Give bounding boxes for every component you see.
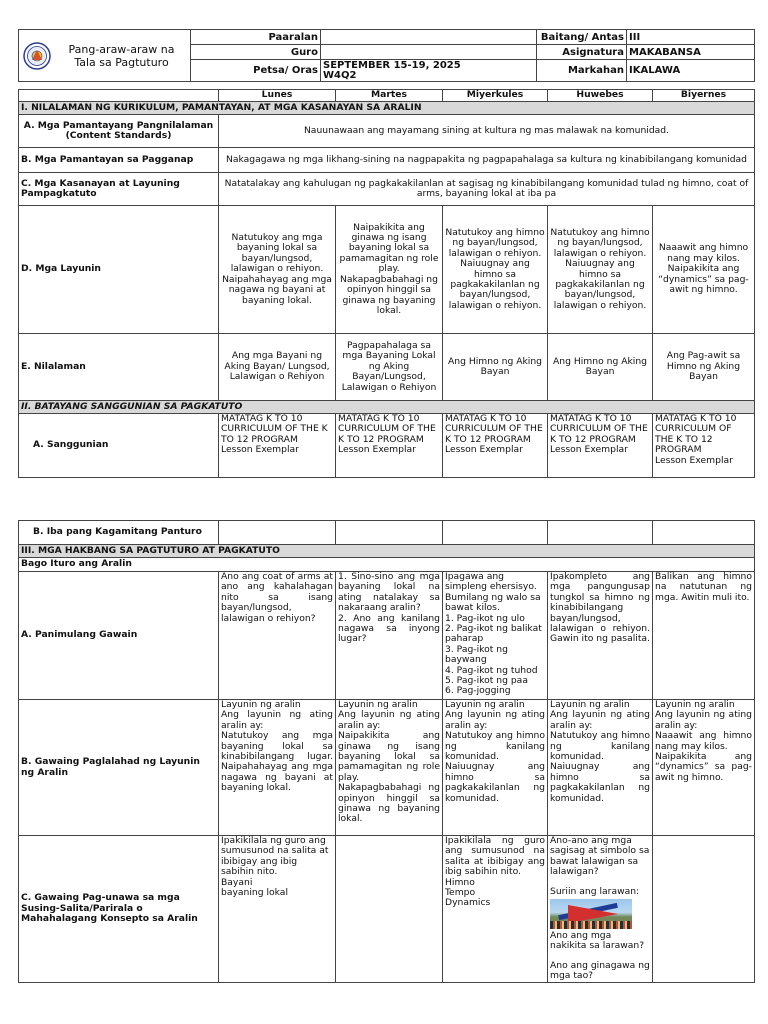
asignatura-label: Asignatura xyxy=(537,45,627,60)
nilalaman-biyernes: Ang Pag-awit sa Himno ng Aking Bayan xyxy=(653,334,755,401)
header-logo-cell xyxy=(19,30,191,82)
panimulang-biyernes: Balikan ang himno na natutunan ng mga. Awitin muli ito. xyxy=(653,572,755,700)
dll-table-part-2 xyxy=(18,520,755,983)
pag-unawa-huwebes xyxy=(548,836,653,983)
deped-seal-icon xyxy=(23,42,51,70)
paglalahad-lunes: Layunin ng aralin Ang layunin ng ating aralin ay: Natutukoy ang mga bayaning lokal sa kinabibilangang lugar. Naipahahayag ang mga nagawa ng bayani at bayaning lokal. xyxy=(219,700,336,836)
header-table xyxy=(18,29,755,82)
guro-value xyxy=(321,45,537,60)
sanggunian-biyernes: MATATAG K TO 10 CURRICULUM OF THE K TO 12 PROGRAM Lesson Exemplar xyxy=(653,414,755,478)
iba-biyernes xyxy=(653,521,755,545)
paglalahad-martes: Layunin ng aralin Ang layunin ng ating aralin ay: Naipakikita ang ginawa ng isang bayaning lokal sa pamamagitan ng role play. Nakapagbabahagi ng opinyon hinggil sa ginawa ng bayaning lokal. xyxy=(336,700,443,836)
baitang-value: III xyxy=(627,30,755,45)
pag-unawa-martes xyxy=(336,836,443,983)
day-header-miyerkules: Miyerkules xyxy=(443,90,548,102)
markahan-value: IKALAWA xyxy=(627,60,755,82)
nilalaman-label: E. Nilalaman xyxy=(19,334,219,401)
paglalahad-huwebes: Layunin ng aralin Ang layunin ng ating aralin ay: Natutukoy ang himno ng kanilang komunidad. Naiuugnay ang himno sa pagkakakilanlan ng komunidad. xyxy=(548,700,653,836)
content-standards-label: A. Mga Pamantayang Pangnilalaman (Content Standards) xyxy=(19,115,219,148)
panimulang-martes: 1. Sino-sino ang mga bayaning lokal na ating natalakay sa nakaraang aralin? 2. Ano ang kanilang nagawa sa inyong lugar? xyxy=(336,572,443,700)
sanggunian-label: A. Sanggunian xyxy=(19,414,219,478)
pag-unawa-huwebes-q1: Ano-ano ang mga sagisag at simbolo sa bawat lalawigan sa lalawigan? xyxy=(550,835,650,878)
bago-ituro-header: Bago Ituro ang Aralin xyxy=(19,558,755,572)
section-2-header: II. BATAYANG SANGGUNIAN SA PAGKATUTO xyxy=(19,401,755,414)
nilalaman-miyerkules: Ang Himno ng Aking Bayan xyxy=(443,334,548,401)
performance-standards-text: Nakagagawa ng mga likhang-sining na nagpapakita ng pagpapahalaga sa kultura ng kinabibilangang komunidad xyxy=(219,148,755,173)
sanggunian-huwebes: MATATAG K TO 10 CURRICULUM OF THE K TO 12 PROGRAM Lesson Exemplar xyxy=(548,414,653,478)
panimulang-gawain-label: A. Panimulang Gawain xyxy=(19,572,219,700)
layunin-miyerkules: Natutukoy ang himno ng bayan/lungsod, lalawigan o rehiyon. Naiuugnay ang himno sa pagkakakilanlan ng bayan/lungsod, lalawigan o rehiyon. xyxy=(443,206,548,334)
day-header-lunes: Lunes xyxy=(219,90,336,102)
iba-huwebes xyxy=(548,521,653,545)
baitang-label: Baitang/ Antas xyxy=(537,30,627,45)
petsa-label: Petsa/ Oras xyxy=(191,60,321,82)
nilalaman-martes: Pagpapahalaga sa mga Bayaning Lokal ng Aking Bayan/Lungsod, Lalawigan o Rehiyon xyxy=(336,334,443,401)
pag-unawa-lunes: Ipakikilala ng guro ang sumusunod na salita at ibibigay ang ibig sabihin nito. Bayani bayaning lokal xyxy=(219,836,336,983)
sanggunian-martes: MATATAG K TO 10 CURRICULUM OF THE K TO 12 PROGRAM Lesson Exemplar xyxy=(336,414,443,478)
sanggunian-lunes: MATATAG K TO 10 CURRICULUM OF THE K TO 12 PROGRAM Lesson Exemplar xyxy=(219,414,336,478)
panimulang-huwebes: Ipakompleto ang mga pangungusap tungkol sa himno ng kinabibilangang bayan/lungsod, lalawigan o rehiyon. Gawin ito ng pasalita. xyxy=(548,572,653,700)
panimulang-lunes: Ano ang coat of arms at ano ang kahalahagan nito sa isang bayan/lungsod, lalawigan o rehiyon? xyxy=(219,572,336,700)
paaralan-label: Paaralan xyxy=(191,30,321,45)
flag-crowd-photo xyxy=(550,899,632,929)
section-3-header: III. MGA HAKBANG SA PAGTUTURO AT PAGKATUTO xyxy=(19,545,755,558)
asignatura-value: MAKABANSA xyxy=(627,45,755,60)
day-header-biyernes: Biyernes xyxy=(653,90,755,102)
competencies-label: C. Mga Kasanayan at Layuning Pampagkatuto xyxy=(19,173,219,206)
petsa-value: SEPTEMBER 15-19, 2025 W4Q2 xyxy=(321,60,537,82)
sanggunian-miyerkules: MATATAG K TO 10 CURRICULUM OF THE K TO 12 PROGRAM Lesson Exemplar xyxy=(443,414,548,478)
paglalahad-miyerkules: Layunin ng aralin Ang layunin ng ating aralin ay: Natutukoy ang himno ng kanilang komunidad. Naiuugnay ang himno sa pagkakakilanlan ng komunidad. xyxy=(443,700,548,836)
layunin-huwebes: Natutukoy ang himno ng bayan/lungsod, lalawigan o rehiyon. Naiuugnay ang himno sa pagkakakilanlan ng bayan/lungsod, lalawigan o rehiyon. xyxy=(548,206,653,334)
iba-pang-kagamitan-label: B. Iba pang Kagamitang Panturo xyxy=(19,521,219,545)
day-header-huwebes: Huwebes xyxy=(548,90,653,102)
page-title: Pang-araw-araw na Tala sa Pagtuturo xyxy=(68,42,175,69)
layunin-lunes: Natutukoy ang mga bayaning lokal sa bayan/lungsod, lalawigan o rehiyon. Naipahahayag ang mga nagawa ng bayani at bayaning lokal. xyxy=(219,206,336,334)
competencies-text: Natatalakay ang kahulugan ng pagkakakilanlan at sagisag ng kinabibilangang komunidad tulad ng himno, coat of arms, bayaning lokal at iba pa xyxy=(219,173,755,206)
dll-table-part-1 xyxy=(18,89,755,478)
panimulang-miyerkules: Ipagawa ang simpleng ehersisyo. Bumilang ng walo sa bawat kilos. 1. Pag-ikot ng ulo 2. Pag-ikot ng balikat paharap 3. Pag-ikot ng baywang 4. Pag-ikot ng tuhod 5. Pag-ikot ng paa 6. Pag-jogging xyxy=(443,572,548,700)
pag-unawa-biyernes xyxy=(653,836,755,983)
iba-martes xyxy=(336,521,443,545)
day-header-blank xyxy=(19,90,219,102)
paglalahad-biyernes: Layunin ng aralin Ang layunin ng ating aralin ay: Naaawit ang himno nang may kilos. Naipakikita ang “dynamics” sa pag-awit ng himno. xyxy=(653,700,755,836)
pag-unawa-huwebes-q3: Ano ang ginagawa ng mga tao? xyxy=(550,959,650,982)
layunin-martes: Naipakikita ang ginawa ng isang bayaning lokal sa pamamagitan ng role play. Nakapagbabahagi ng opinyon hinggil sa ginawa ng bayaning lokal. xyxy=(336,206,443,334)
nilalaman-huwebes: Ang Himno ng Aking Bayan xyxy=(548,334,653,401)
iba-lunes xyxy=(219,521,336,545)
paaralan-value xyxy=(321,30,537,45)
paglalahad-label: B. Gawaing Paglalahad ng Layunin ng Aralin xyxy=(19,700,219,836)
guro-label: Guro xyxy=(191,45,321,60)
performance-standards-label: B. Mga Pamantayan sa Pagganap xyxy=(19,148,219,173)
pag-unawa-huwebes-q2: Ano ang mga nakikita sa larawan? xyxy=(550,930,645,952)
layunin-label: D. Mga Layunin xyxy=(19,206,219,334)
section-1-header: I. NILALAMAN NG KURIKULUM, PAMANTAYAN, AT MGA KASANAYAN SA ARALIN xyxy=(19,102,755,115)
day-header-martes: Martes xyxy=(336,90,443,102)
iba-miyerkules xyxy=(443,521,548,545)
markahan-label: Markahan xyxy=(537,60,627,82)
content-standards-text: Nauunawaan ang mayamang sining at kultura ng mas malawak na komunidad. xyxy=(219,115,755,148)
pag-unawa-huwebes-suriin: Suriin ang larawan: xyxy=(550,885,640,897)
nilalaman-lunes: Ang mga Bayani ng Aking Bayan/ Lungsod, Lalawigan o Rehiyon xyxy=(219,334,336,401)
pag-unawa-miyerkules: Ipakikilala ng guro ang sumusunod na salita at ibibigay ang ibig sabihin nito. Himno Tempo Dynamics xyxy=(443,836,548,983)
pag-unawa-label: C. Gawaing Pag-unawa sa mga Susing-Salita/Parirala o Mahahalagang Konsepto sa Aralin xyxy=(19,836,219,983)
layunin-biyernes: Naaawit ang himno nang may kilos. Naipakikita ang “dynamics” sa pag-awit ng himno. xyxy=(653,206,755,334)
